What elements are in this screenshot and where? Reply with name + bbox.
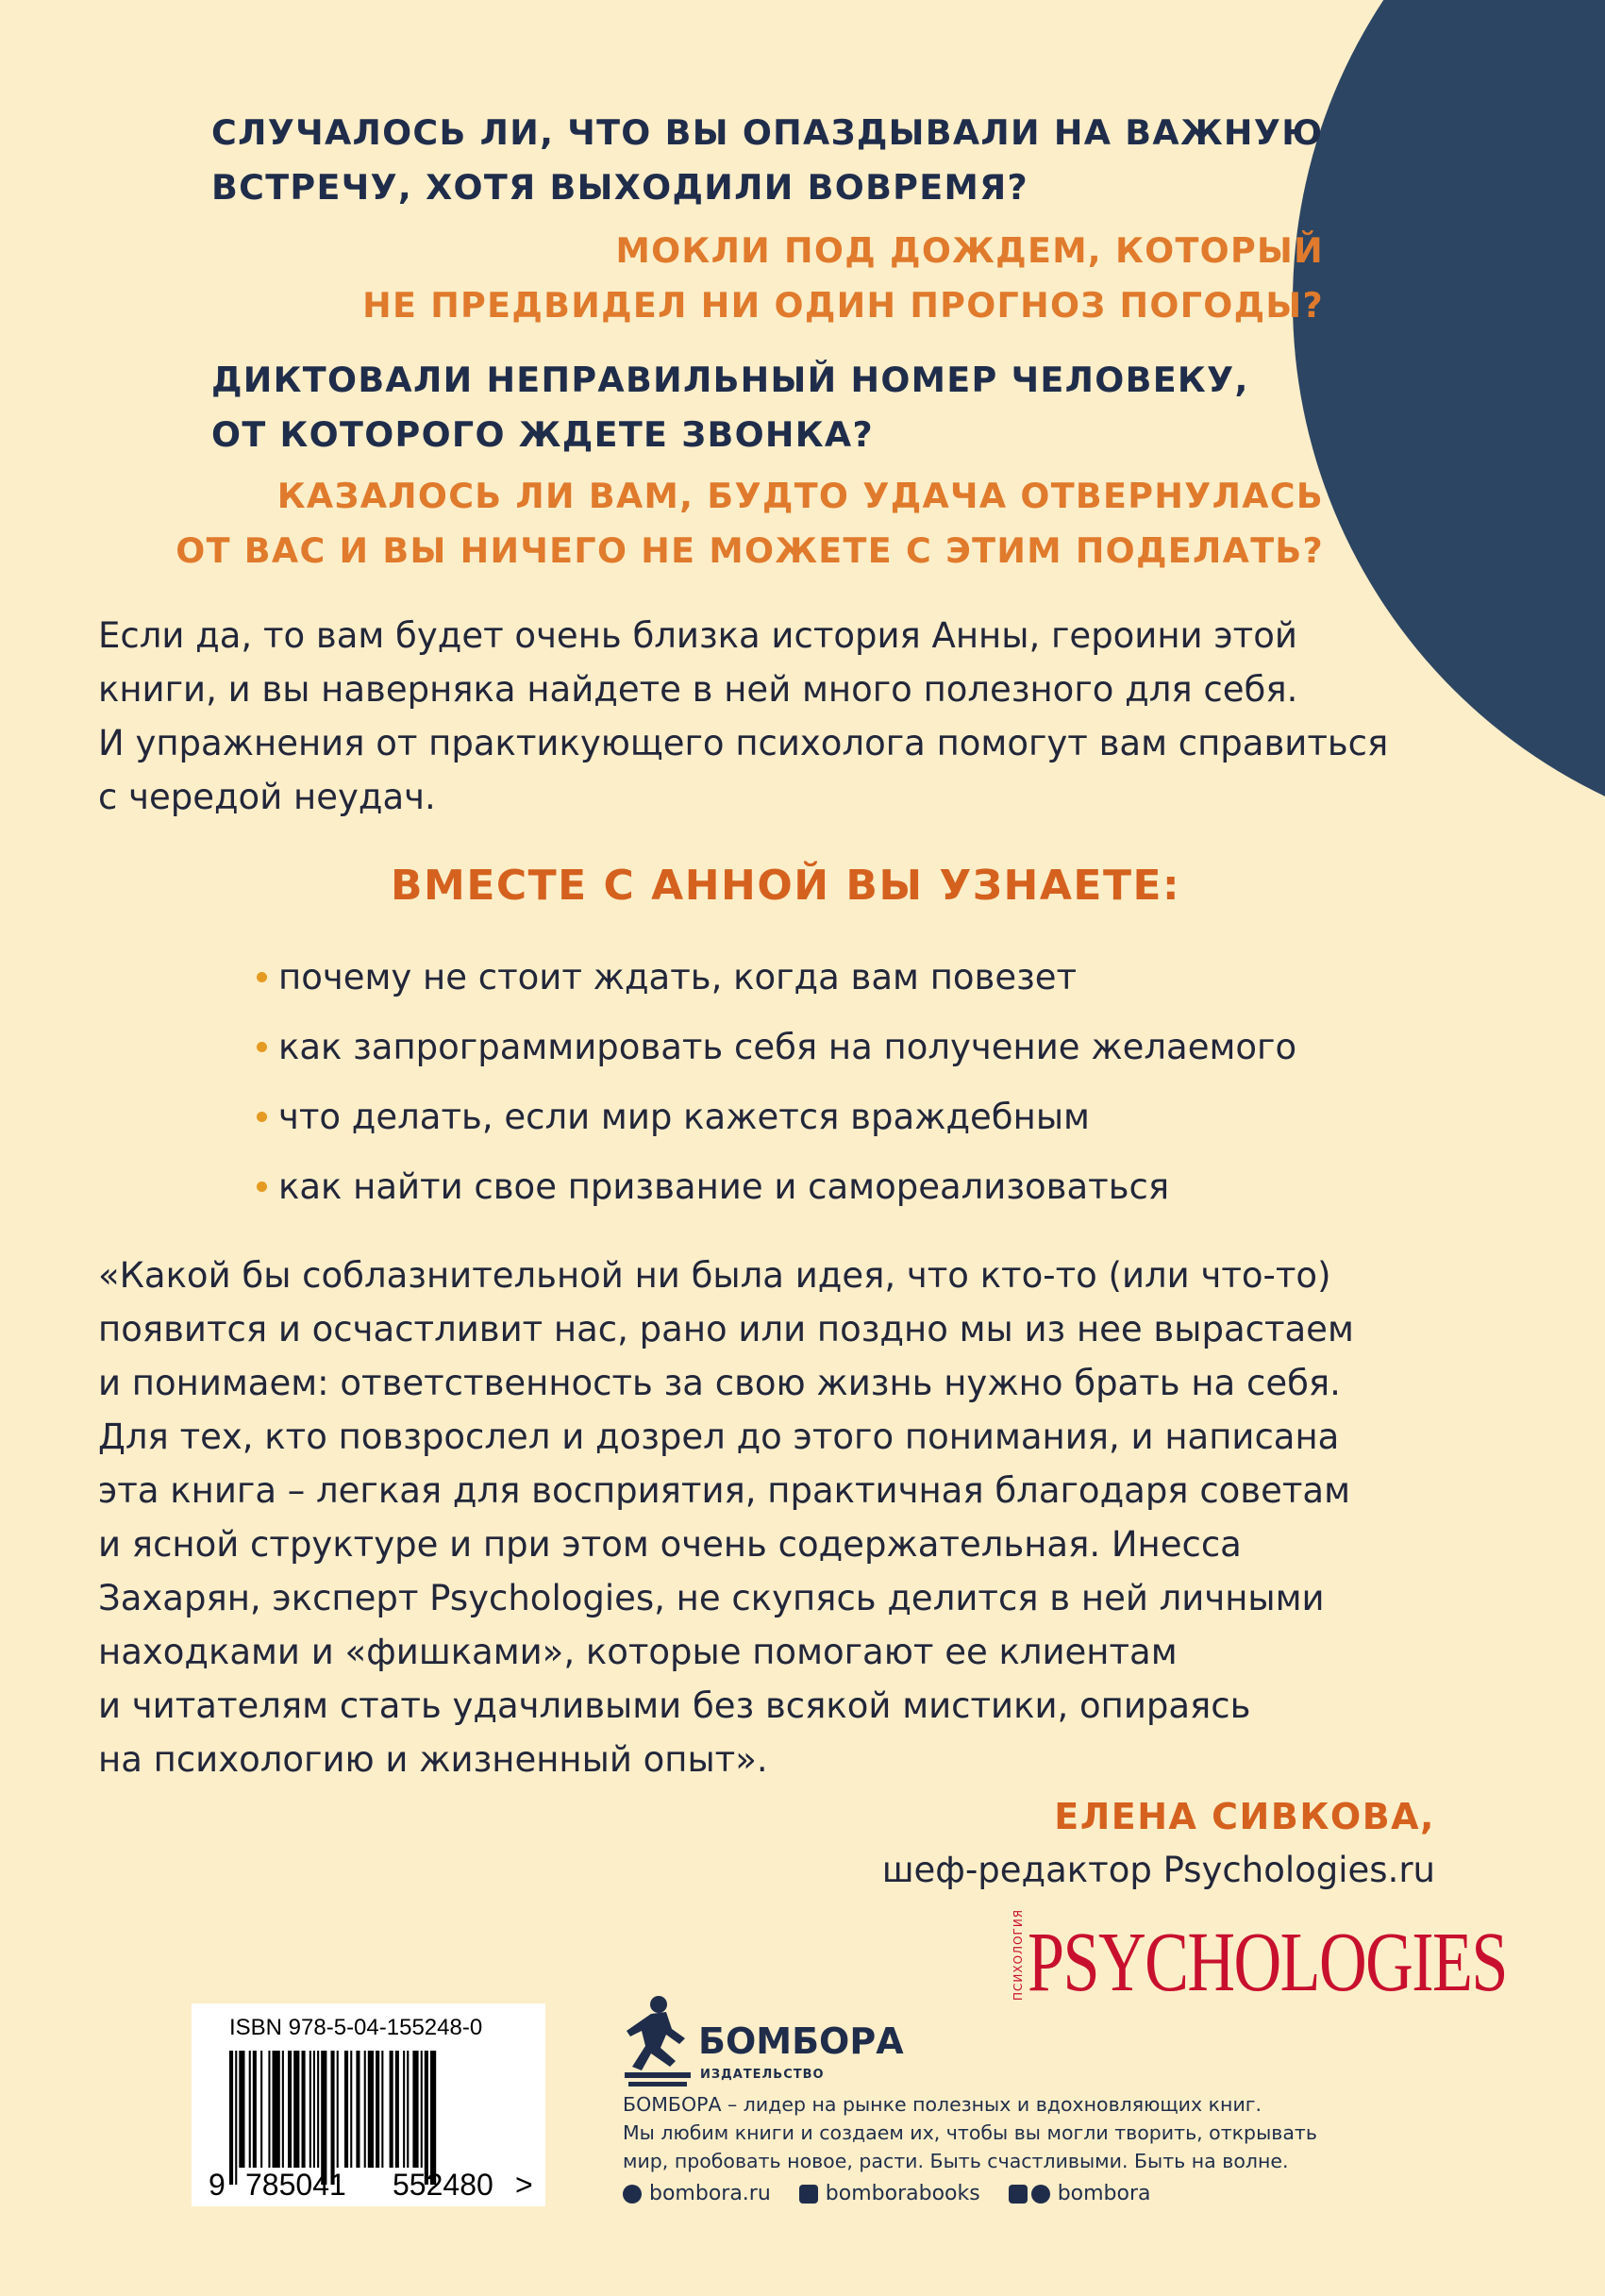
barcode-bar: [268, 2051, 270, 2168]
social-link-label: bomborabooks: [825, 2182, 980, 2205]
intro-line: Если да, то вам будет очень близка история Анны, героини этой: [98, 615, 1297, 656]
list-item-text: что делать, если мир кажется враждебным: [278, 1096, 1090, 1137]
quote-line: появится и осчастливит нас, рано или поздно мы из нее вырастаем: [98, 1309, 1354, 1349]
barcode-bar: [253, 2051, 257, 2168]
psychologies-logo-small: ПСИХОЛОГИЯ: [1011, 1908, 1025, 2001]
list-item-text: как найти свое призвание и самореализоваться: [278, 1165, 1170, 1207]
bombora-description-line: БОМБОРА – лидер на рынке полезных и вдохновляющих книг.: [623, 2093, 1262, 2116]
intro-line: книги, и вы наверняка найдете в ней много полезного для себя.: [98, 669, 1298, 710]
vk-square-icon: [1009, 2185, 1028, 2204]
barcode-bar: [350, 2051, 352, 2168]
list-item-text: как запрограммировать себя на получение желаемого: [278, 1026, 1297, 1067]
social-link-telegram[interactable]: [1009, 2182, 1151, 2205]
barcode-bar: [260, 2051, 262, 2168]
question-2-line-1: МОКЛИ ПОД ДОЖДЕМ, КОТОРЫЙ: [615, 230, 1324, 271]
social-link-vk[interactable]: [799, 2182, 980, 2205]
barcode-bar: [356, 2051, 359, 2168]
barcode-bar: [381, 2051, 383, 2168]
barcode-bar: [249, 2051, 251, 2168]
question-3-line-1: ДИКТОВАЛИ НЕПРАВИЛЬНЫЙ НОМЕР ЧЕЛОВЕКУ,: [211, 360, 1249, 400]
bullet-dot-icon: [257, 972, 267, 982]
quote-line: Захарян, эксперт Psychologies, не скупясь делится в ней личными: [98, 1578, 1325, 1618]
barcode-bar: [337, 2051, 339, 2168]
question-2: [362, 224, 1324, 333]
quote-line: и читателям стать удачливыми без всякой мистики, опираясь: [98, 1685, 1251, 1726]
quote-line: и понимаем: ответственность за свою жизнь нужно брать на себя.: [98, 1363, 1341, 1403]
psychologies-logo: [1011, 1908, 1605, 2009]
barcode-digit-lead: 9: [209, 2168, 226, 2202]
bullet-dot-icon: [257, 1182, 267, 1192]
barcode-bar: [421, 2051, 423, 2168]
telegram-icon: [1031, 2185, 1050, 2204]
quote-line: и ясной структуре и при этом очень содержательная. Инесса: [98, 1524, 1242, 1565]
bombora-description-line: мир, пробовать новое, расти. Быть счастливыми. Быть на волне.: [623, 2150, 1289, 2172]
barcode-bar: [364, 2051, 366, 2168]
question-1-line-2: ВСТРЕЧУ, ХОТЯ ВЫХОДИЛИ ВОВРЕМЯ?: [211, 167, 1028, 208]
question-4-line-1: КАЗАЛОСЬ ЛИ ВАМ, БУДТО УДАЧА ОТВЕРНУЛАСЬ: [276, 476, 1324, 516]
bullet-dot-icon: [257, 1042, 267, 1052]
barcode-digits-right: 552480: [393, 2168, 493, 2202]
barcode-digit-tail: >: [515, 2168, 533, 2202]
barcode: [192, 2003, 545, 2206]
learn-list: [257, 942, 1296, 1221]
barcode-bar: [412, 2051, 418, 2168]
question-1-line-1: СЛУЧАЛОСЬ ЛИ, ЧТО ВЫ ОПАЗДЫВАЛИ НА ВАЖНУЮ: [211, 112, 1324, 153]
barcode-bar: [395, 2051, 399, 2168]
barcode-bar: [288, 2051, 292, 2168]
psychologies-logo-big: PSYCHOLOGIES: [1028, 1916, 1507, 2009]
globe-icon: [623, 2185, 642, 2204]
barcode-bar: [302, 2051, 306, 2168]
question-4-line-2: ОТ ВАС И ВЫ НИЧЕГО НЕ МОЖЕТЕ С ЭТИМ ПОДЕЛАТЬ?: [176, 530, 1324, 571]
barcode-bar: [403, 2051, 405, 2168]
vk-icon: [799, 2185, 818, 2204]
question-4: [176, 469, 1324, 578]
social-links: [623, 2182, 1179, 2205]
intro-paragraph: [98, 609, 1388, 824]
social-link-label: bombora: [1057, 2182, 1151, 2205]
barcode-bar: [239, 2051, 244, 2168]
question-2-line-2: НЕ ПРЕДВИДЕЛ НИ ОДИН ПРОГНОЗ ПОГОДЫ?: [362, 285, 1324, 326]
list-item: [257, 1012, 1296, 1081]
intro-line: с чередой неудач.: [98, 777, 436, 817]
list-item-text: почему не стоит ждать, когда вам повезет: [278, 956, 1078, 997]
barcode-bar: [376, 2051, 379, 2168]
barcode-bar: [407, 2051, 409, 2168]
quote-paragraph: [98, 1249, 1354, 1786]
barcode-bar: [430, 2051, 436, 2185]
quote-line: находками и «фишками», которые помогают ее клиентам: [98, 1632, 1178, 1672]
learn-heading: ВМЕСТЕ С АННОЙ ВЫ УЗНАЕТЕ:: [391, 862, 1181, 910]
bombora-description: [623, 2090, 1317, 2175]
barcode-bar: [309, 2051, 311, 2168]
barcode-bar: [273, 2051, 280, 2168]
question-3: [211, 353, 1249, 462]
bombora-runner-icon: [625, 1996, 691, 2087]
list-item: [257, 942, 1296, 1012]
bombora-description-line: Мы любим книги и создаем их, чтобы вы могли творить, открывать: [623, 2121, 1317, 2144]
barcode-digits-left: 785041: [245, 2168, 346, 2202]
barcode-bar: [368, 2051, 374, 2168]
question-3-line-2: ОТ КОТОРОГО ЖДЕТЕ ЗВОНКА?: [211, 414, 874, 455]
question-1: [211, 106, 1323, 215]
barcode-bar: [331, 2051, 335, 2185]
barcode-bar: [235, 2051, 237, 2185]
bombora-logo: [623, 1991, 906, 2095]
quote-line: на психологию и жизненный опыт».: [98, 1739, 768, 1780]
list-item: [257, 1151, 1296, 1221]
barcode-bar: [313, 2051, 315, 2168]
barcode-bar: [282, 2051, 284, 2168]
list-item: [257, 1081, 1296, 1151]
social-link-site[interactable]: [623, 2182, 771, 2205]
barcode-bar: [317, 2051, 319, 2168]
barcode-bar: [321, 2051, 326, 2185]
barcode-bar: [344, 2051, 348, 2168]
quote-author-role: шеф-редактор Psychologies.ru: [881, 1850, 1435, 1890]
quote-line: Для тех, кто повзрослел и дозрел до этого понимания, и написана: [98, 1416, 1340, 1457]
bombora-logo-name: БОМБОРА: [698, 2020, 904, 2062]
quote-line: эта книга – легкая для восприятия, практичная благодаря советам: [98, 1470, 1351, 1511]
barcode-bar: [425, 2051, 428, 2185]
quote-line: «Какой бы соблазнительной ни была идея, что кто-то (или что-то): [98, 1255, 1331, 1296]
social-link-label: bombora.ru: [649, 2182, 771, 2205]
quote-author: ЕЛЕНА СИВКОВА,: [1054, 1796, 1435, 1837]
barcode-bar: [293, 2051, 299, 2168]
bombora-logo-sub: ИЗДАТЕЛЬСТВО: [700, 2068, 825, 2082]
bullet-dot-icon: [257, 1112, 267, 1122]
isbn-label: ISBN 978-5-04-155248-0: [229, 2015, 483, 2040]
intro-line: И упражнения от практикующего психолога помогут вам справиться: [98, 723, 1389, 763]
barcode-bar: [390, 2051, 393, 2168]
barcode-bar: [229, 2051, 233, 2185]
